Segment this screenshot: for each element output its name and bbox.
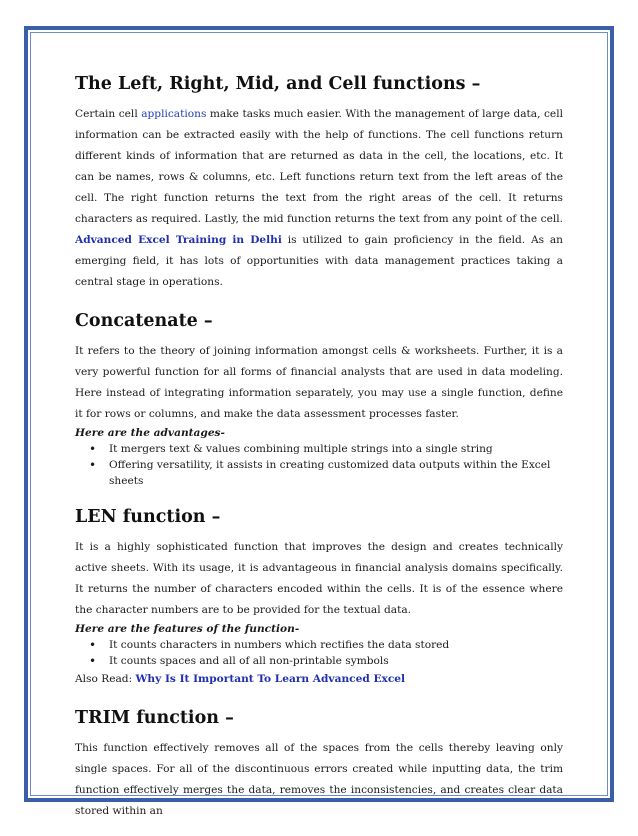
section-heading: The Left, Right, Mid, and Cell functions – bbox=[75, 74, 481, 94]
section-heading: TRIM function – bbox=[75, 708, 234, 728]
section-len bbox=[75, 503, 563, 690]
list-item: • It counts characters in numbers which rectifies the data stored bbox=[109, 637, 563, 653]
advantages-list bbox=[75, 441, 563, 489]
advanced-excel-training-link[interactable]: Advanced Excel Training in Delhi bbox=[75, 234, 282, 246]
section-paragraph: It refers to the theory of joining information amongst cells & worksheets. Further, it is a very powerful function for all forms of financial analysts that are used in data modeling. Here instead of integrating information separately, you may use a single function, define it for rows or columns, and make the data assessment processes faster. bbox=[75, 345, 563, 420]
paragraph-text: make tasks much easier. With the management of large data, cell information can be extracted easily with the help of functions. The cell functions return different kinds of information that are returned as data in the cell, the locations, etc. It can be names, rows & columns, etc. Left functions return text from the left areas of the cell. The right function returns the text from the right areas of the cell. It returns characters as required. Lastly, the mid function returns the text from any point of the cell. bbox=[75, 108, 563, 225]
section-left-right-mid bbox=[75, 70, 563, 293]
paragraph-text: Certain cell bbox=[75, 108, 138, 120]
section-paragraph bbox=[75, 104, 563, 293]
list-item: • It mergers text & values combining multiple strings into a single string bbox=[109, 441, 563, 457]
section-paragraph: It is a highly sophisticated function that improves the design and creates technically active sheets. With its usage, it is advantageous in financial analysis domains specifically. It returns the number of characters encoded within the cells. It is of the essence where the character numbers are to be provided for the textual data. bbox=[75, 541, 563, 616]
list-item: • Offering versatility, it assists in creating customized data outputs within the Excel sheets bbox=[109, 457, 563, 489]
document-page bbox=[75, 70, 563, 836]
also-read-link[interactable]: Why Is It Important To Learn Advanced Excel bbox=[135, 673, 406, 685]
advantages-subheading: Here are the advantages- bbox=[75, 427, 225, 439]
applications-link[interactable]: applications bbox=[141, 108, 207, 120]
section-heading: Concatenate – bbox=[75, 311, 213, 331]
also-read-line bbox=[75, 669, 563, 690]
paragraph-text: is utilized to gain proficiency in the field. As an emerging field, it has lots of opportunities with data management practices taking a central stage in operations. bbox=[75, 234, 563, 288]
section-heading: LEN function – bbox=[75, 507, 221, 527]
section-paragraph: This function effectively removes all of the spaces from the cells thereby leaving only single spaces. For all of the discontinuous errors created while inputting data, the trim function effectively merges the data, removes the inconsistencies, and creates clear data stored within an bbox=[75, 742, 563, 817]
features-list bbox=[75, 637, 563, 669]
list-item: • It counts spaces and all of all non-printable symbols bbox=[109, 653, 563, 669]
features-subheading: Here are the features of the function- bbox=[75, 623, 300, 635]
also-read-label: Also Read: bbox=[75, 673, 133, 685]
section-concatenate bbox=[75, 307, 563, 489]
section-trim bbox=[75, 704, 563, 822]
